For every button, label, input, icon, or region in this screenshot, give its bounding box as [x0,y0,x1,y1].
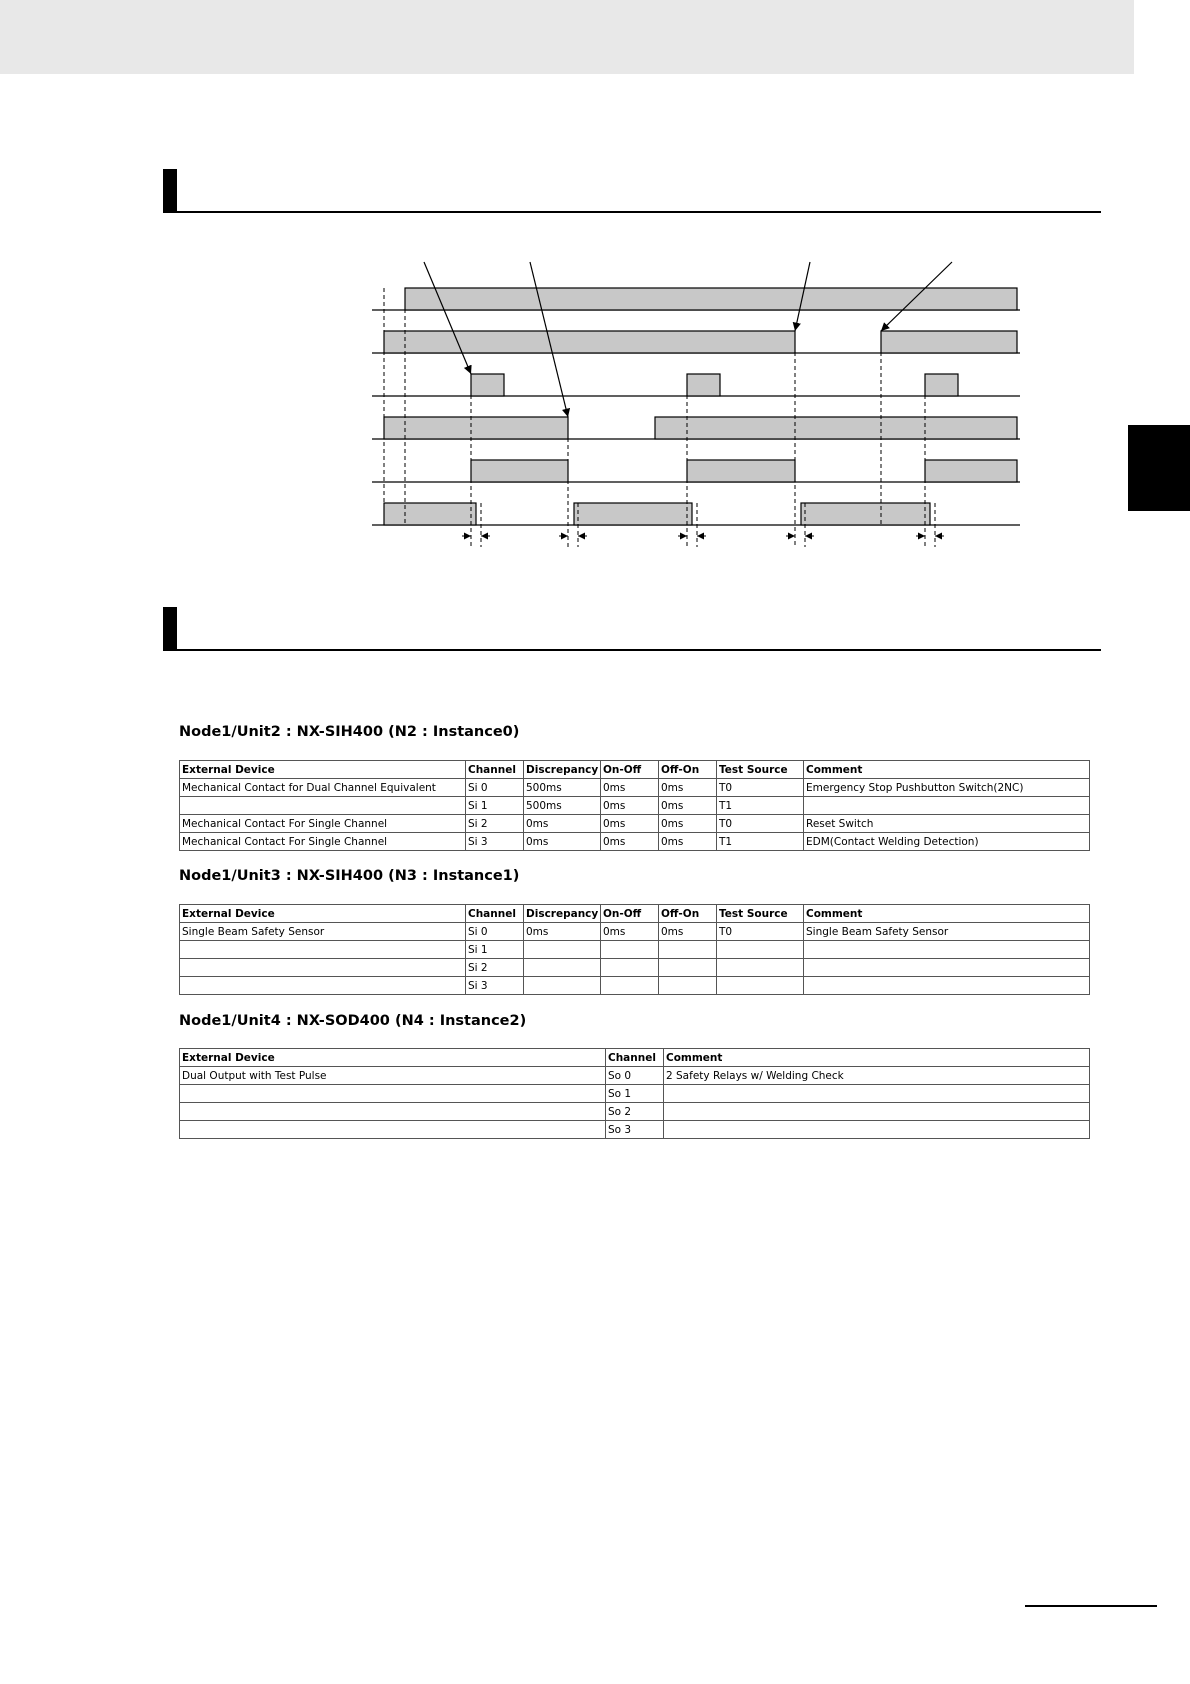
table-cell: Si 1 [466,797,524,815]
table-cell: Si 1 [466,941,524,959]
column-header: Comment [804,761,1090,779]
signal-1-high [405,288,1017,310]
table-cell [180,1103,606,1121]
table-cell: T1 [717,833,804,851]
table-cell: So 3 [606,1121,664,1139]
config-table-unit2 [179,760,1090,851]
table-cell [664,1103,1090,1121]
signal-6-high-1 [384,503,476,525]
table-cell: Si 3 [466,977,524,995]
table-cell: Si 3 [466,833,524,851]
table-cell: 0ms [601,833,659,851]
table-row [180,959,1090,977]
section-heading-settings [163,607,1101,651]
column-header: Channel [466,905,524,923]
table-row [180,923,1090,941]
table-cell [601,941,659,959]
table-cell [664,1085,1090,1103]
table-row [180,941,1090,959]
table-cell: 0ms [601,923,659,941]
table-cell: Dual Output with Test Pulse [180,1067,606,1085]
signal-3-pulse-3 [925,374,958,396]
table-cell [180,797,466,815]
config-table-unit3 [179,904,1090,995]
table-cell: 0ms [659,797,717,815]
section-heading-timing-chart [163,169,1101,213]
table-row [180,797,1090,815]
table-cell: Single Beam Safety Sensor [804,923,1090,941]
table-cell [524,977,601,995]
column-header: External Device [180,905,466,923]
table-cell [180,959,466,977]
signal-3-pulse-1 [471,374,504,396]
table-cell [804,941,1090,959]
table-cell: So 2 [606,1103,664,1121]
table-cell: 2 Safety Relays w/ Welding Check [664,1067,1090,1085]
column-header: Channel [606,1049,664,1067]
table-cell [664,1121,1090,1139]
table-cell: 500ms [524,779,601,797]
table-cell [804,797,1090,815]
table-cell: 500ms [524,797,601,815]
signal-3-pulse-2 [687,374,720,396]
table-cell [601,959,659,977]
table-row [180,1103,1090,1121]
table-cell: Mechanical Contact For Single Channel [180,833,466,851]
table-cell: EDM(Contact Welding Detection) [804,833,1090,851]
column-header: Channel [466,761,524,779]
section-heading-rule [163,211,1101,213]
table-cell [804,977,1090,995]
table-header-row [180,761,1090,779]
table-cell: Si 0 [466,779,524,797]
table-cell: Emergency Stop Pushbutton Switch(2NC) [804,779,1090,797]
table-header-row [180,905,1090,923]
signal-4-high-1 [384,417,568,439]
table-cell: Mechanical Contact For Single Channel [180,815,466,833]
table-row [180,815,1090,833]
section-heading-rule [163,649,1101,651]
column-header: Off-On [659,905,717,923]
table-cell: T0 [717,815,804,833]
table-cell [659,941,717,959]
column-header: External Device [180,1049,606,1067]
table-cell: 0ms [524,923,601,941]
table-title-unit2: Node1/Unit2 : NX-SIH400 (N2 : Instance0) [179,724,520,740]
column-header: Test Source [717,761,804,779]
signal-6-high-2 [574,503,692,525]
column-header: On-Off [601,761,659,779]
table-cell: Si 2 [466,959,524,977]
table-cell: 0ms [601,815,659,833]
table-cell: So 0 [606,1067,664,1085]
table-cell [717,977,804,995]
table-row [180,779,1090,797]
table-cell: 0ms [601,779,659,797]
column-header: Comment [804,905,1090,923]
table-cell: 0ms [601,797,659,815]
column-header: Discrepancy [524,761,601,779]
table-cell [717,941,804,959]
signal-4-high-2 [655,417,1017,439]
table-cell: 0ms [524,815,601,833]
callout-arrow-1 [424,262,471,374]
section-heading-marker [163,169,177,213]
column-header: Discrepancy [524,905,601,923]
column-header: Off-On [659,761,717,779]
table-row [180,1067,1090,1085]
table-cell: 0ms [659,815,717,833]
column-header: Test Source [717,905,804,923]
column-header: External Device [180,761,466,779]
signal-5-high-3 [925,460,1017,482]
table-cell [717,959,804,977]
table-cell: 0ms [659,833,717,851]
table-cell [180,941,466,959]
table-row [180,1085,1090,1103]
table-cell: Reset Switch [804,815,1090,833]
table-cell [659,977,717,995]
table-cell: T0 [717,779,804,797]
table-cell [180,977,466,995]
table-row [180,977,1090,995]
table-header-row [180,1049,1090,1067]
column-header: Comment [664,1049,1090,1067]
timing-signals [372,288,1020,525]
table-title-unit4: Node1/Unit4 : NX-SOD400 (N4 : Instance2) [179,1013,527,1029]
table-cell [524,941,601,959]
section-heading-marker [163,607,177,651]
table-row [180,833,1090,851]
table-cell [601,977,659,995]
signal-5-high-1 [471,460,568,482]
chapter-index-tab [1128,425,1190,511]
signal-2-high-2 [881,331,1017,353]
table-cell: T0 [717,923,804,941]
table-cell: Mechanical Contact for Dual Channel Equivalent [180,779,466,797]
table-cell: Si 2 [466,815,524,833]
page-header-band [0,0,1134,74]
table-cell: T1 [717,797,804,815]
table-cell: Si 0 [466,923,524,941]
table-cell [180,1121,606,1139]
signal-2-high-1 [384,331,795,353]
table-row [180,1121,1090,1139]
table-cell: 0ms [524,833,601,851]
table-cell: So 1 [606,1085,664,1103]
table-cell: 0ms [659,923,717,941]
timing-chart [360,250,1020,550]
table-cell [180,1085,606,1103]
footer-rule [1025,1605,1157,1607]
config-table-unit4 [179,1048,1090,1139]
table-cell [804,959,1090,977]
table-cell [524,959,601,977]
column-header: On-Off [601,905,659,923]
signal-6-high-3 [801,503,930,525]
table-cell [659,959,717,977]
table-title-unit3: Node1/Unit3 : NX-SIH400 (N3 : Instance1) [179,868,520,884]
table-cell: 0ms [659,779,717,797]
signal-5-high-2 [687,460,795,482]
table-cell: Single Beam Safety Sensor [180,923,466,941]
